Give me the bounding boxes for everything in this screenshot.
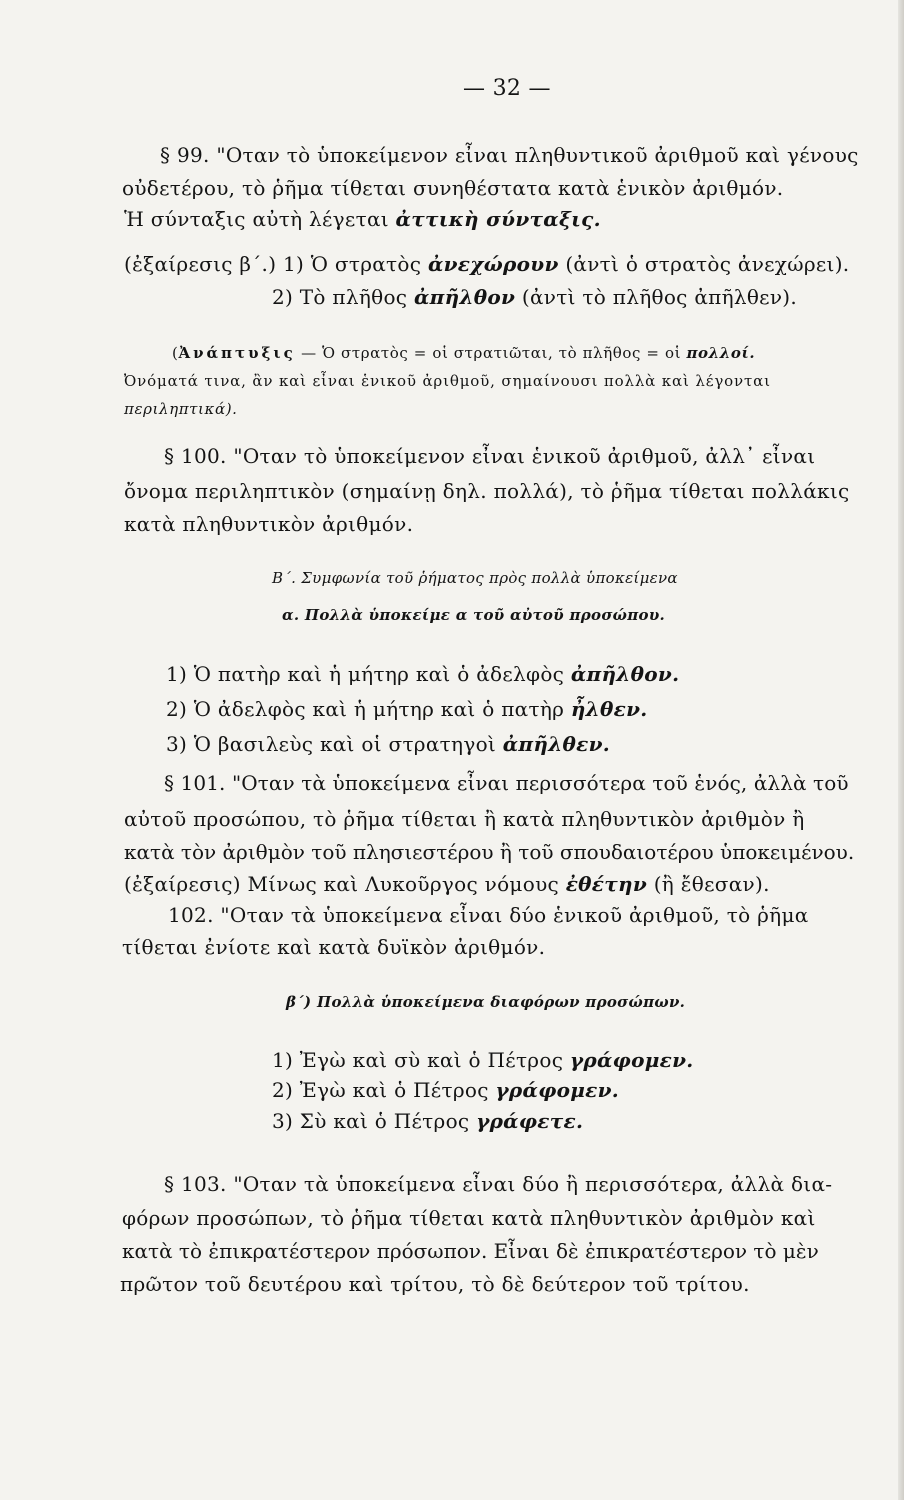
- example-a-1-text: 1) Ὁ πατὴρ καὶ ἡ μήτηρ καὶ ὁ ἀδελφὸς: [166, 662, 571, 686]
- s100-line-1: § 100. "Οταν τὸ ὑποκείμενον εἶναι ἑνικοῦ ἀριθμοῦ, ἀλλ᾽ εἶναι: [164, 444, 816, 468]
- s99-line-3-text: Ἡ σύνταξις αὐτὴ λέγεται: [124, 207, 396, 231]
- section-b-title: Β΄. Συμφωνία τοῦ ῥήματος πρὸς πολλὰ ὑποκείμενα: [272, 569, 678, 587]
- note-label: Ἀνάπτυξις: [178, 344, 296, 362]
- s99-example-1: [124, 251, 849, 277]
- example-b-2-verb: γράφομεν.: [495, 1078, 620, 1102]
- example-a-2: [166, 696, 648, 722]
- subsection-a-title: α. Πολλὰ ὑποκείμε α τοῦ αὐτοῦ προσώπου.: [282, 606, 666, 624]
- example-a-2-verb: ἦλθεν.: [570, 697, 648, 721]
- page-edge-shadow: [898, 0, 904, 1500]
- note-open-paren: (: [172, 344, 179, 362]
- s99-line-2: οὐδετέρου, τὸ ῥῆμα τίθεται συνηθέστατα κατὰ ἑνικὸν ἀριθμόν.: [122, 176, 784, 200]
- s99-example-1-verb: ἀνεχώρουν: [427, 252, 559, 276]
- s103-line-1: § 103. "Οταν τὰ ὑποκείμενα εἶναι δύο ἢ περισσότερα, ἀλλὰ δια-: [164, 1172, 833, 1196]
- s99-line-1: § 99. "Οταν τὸ ὑποκείμενον εἶναι πληθυντικοῦ ἀριθμοῦ καὶ γένους: [160, 143, 859, 167]
- s100-line-2: ὄνομα περιληπτικὸν (σημαίνῃ δηλ. πολλά), τὸ ῥῆμα τίθεται πολλάκις: [124, 479, 850, 503]
- note-line-3: περιληπτικά).: [124, 400, 238, 418]
- s101-line-3: κατὰ τὸν ἀριθμὸν τοῦ πλησιεστέρου ἢ τοῦ σπουδαιοτέρου ὑποκειμένου.: [124, 840, 855, 864]
- s99-example-1-text: (ἐξαίρεσις β΄.) 1) Ὁ στρατὸς: [124, 252, 428, 276]
- s101-line-1: § 101. "Οταν τὰ ὑποκείμενα εἶναι περισσότερα τοῦ ἑνός, ἀλλὰ τοῦ: [164, 771, 849, 795]
- example-a-2-text: 2) Ὁ ἀδελφὸς καὶ ἡ μήτηρ καὶ ὁ πατὴρ: [166, 697, 571, 721]
- attic-syntax-term: ἀττικὴ σύνταξις.: [395, 207, 601, 231]
- s99-line-3: [124, 206, 601, 232]
- s100-line-3: κατὰ πληθυντικὸν ἀριθμόν.: [124, 512, 414, 536]
- s101-line-4-note: (ἢ ἔθεσαν).: [647, 872, 770, 896]
- example-b-3-text: 3) Σὺ καὶ ὁ Πέτρος: [272, 1109, 477, 1133]
- s102-line-1: 102. "Οταν τὰ ὑποκείμενα εἶναι δύο ἑνικοῦ ἀριθμοῦ, τὸ ῥῆμα: [168, 903, 809, 927]
- note-line-1: [172, 342, 755, 364]
- s103-line-3: κατὰ τὸ ἐπικρατέστερον πρόσωπον. Εἶναι δὲ ἐπικρατέστερον τὸ μὲν: [122, 1239, 819, 1263]
- s103-line-2: φόρων προσώπων, τὸ ῥῆμα τίθεται κατὰ πληθυντικὸν ἀριθμὸν καὶ: [122, 1206, 816, 1230]
- example-a-3-text: 3) Ὁ βασιλεὺς καὶ οἱ στρατηγοὶ: [166, 732, 503, 756]
- example-a-3: [166, 731, 610, 757]
- note-line-2: Ὀνόματά τινα, ἂν καὶ εἶναι ἑνικοῦ ἀριθμοῦ, σημαίνουσι πολλὰ καὶ λέγονται: [124, 372, 771, 390]
- note-bold-word: πολλοί.: [686, 344, 756, 362]
- example-b-2-text: 2) Ἐγὼ καὶ ὁ Πέτρος: [272, 1078, 496, 1102]
- s101-line-4-verb: ἐθέτην: [565, 872, 648, 896]
- note-line-1-text: — Ὁ στρατὸς = οἱ στρατιῶται, τὸ πλῆθος = οἱ: [295, 344, 687, 362]
- example-a-3-verb: ἀπῆλθεν.: [502, 732, 611, 756]
- example-a-1-verb: ἀπῆλθον.: [570, 662, 680, 686]
- s99-example-2: [272, 284, 797, 310]
- s103-line-4: πρῶτον τοῦ δευτέρου καὶ τρίτου, τὸ δὲ δεύτερον τοῦ τρίτου.: [120, 1272, 750, 1296]
- page-number: — 32 —: [463, 76, 551, 101]
- example-a-1: [166, 661, 679, 687]
- s101-line-4: [124, 871, 770, 897]
- s101-line-2: αὐτοῦ προσώπου, τὸ ῥῆμα τίθεται ἢ κατὰ πληθυντικὸν ἀριθμὸν ἢ: [124, 807, 805, 831]
- example-b-1: [272, 1047, 694, 1073]
- s101-line-4-text: (ἐξαίρεσις) Μίνως καὶ Λυκοῦργος νόμους: [124, 872, 566, 896]
- example-b-1-text: 1) Ἐγὼ καὶ σὺ καὶ ὁ Πέτρος: [272, 1048, 570, 1072]
- example-b-2: [272, 1077, 619, 1103]
- s99-example-2-text: 2) Τὸ πλῆθος: [272, 285, 414, 309]
- example-b-3-verb: γράφετε.: [476, 1109, 584, 1133]
- s99-example-2-note: (ἀντὶ τὸ πλῆθος ἀπῆλθεν).: [515, 285, 798, 309]
- subsection-b-title: β΄) Πολλὰ ὑποκείμενα διαφόρων προσώπων.: [286, 993, 686, 1011]
- s102-line-2: τίθεται ἐνίοτε καὶ κατὰ δυϊκὸν ἀριθμόν.: [122, 935, 546, 959]
- example-b-3: [272, 1108, 583, 1134]
- s99-example-1-note: (ἀντὶ ὁ στρατὸς ἀνεχώρει).: [558, 252, 850, 276]
- s99-example-2-verb: ἀπῆλθον: [413, 285, 516, 309]
- example-b-1-verb: γράφομεν.: [569, 1048, 694, 1072]
